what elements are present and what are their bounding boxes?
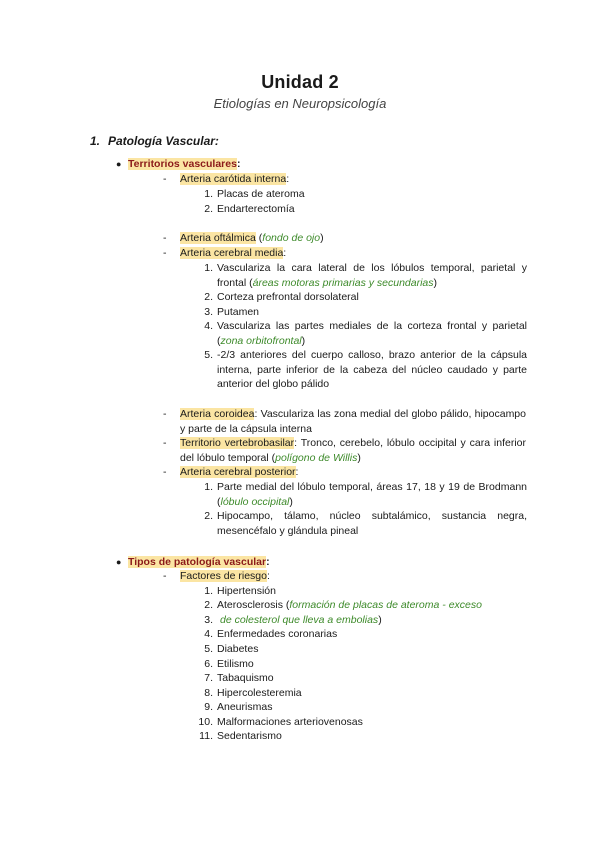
dash-marker: -: [163, 232, 167, 244]
vertebrobasilar-text: : Tronco, cerebelo, lóbulo occipital y cara inferior del lóbulo temporal (: [180, 437, 526, 464]
athero-note-2: de colesterol que lleva a embolias: [220, 614, 379, 626]
list-text: Aneurismas: [217, 701, 273, 713]
item-cerebral-media: [180, 246, 526, 261]
list-text: [217, 598, 527, 613]
media-suffix: :: [283, 247, 287, 259]
tipos-heading: Tipos de patología vascular: [128, 556, 267, 568]
section-heading: [90, 134, 219, 148]
oftalmica-close: ): [320, 232, 324, 244]
item-oftalmica: [180, 231, 526, 246]
list-item: [195, 509, 527, 538]
list-number: 1.: [204, 262, 213, 274]
list-item: [195, 480, 527, 509]
list-number: 2.: [204, 510, 213, 522]
posterior-item1-text: Parte medial del lóbulo temporal, áreas 17, 18 y 19 de Brodmann (: [217, 481, 527, 508]
list-number: 5.: [204, 643, 213, 655]
media-item4-note: zona orbitofrontal: [220, 334, 302, 347]
list-text: Placas de ateroma: [217, 188, 305, 200]
carotida-label: Arteria carótida interna: [180, 173, 287, 185]
factores-label: Factores de riesgo: [180, 570, 267, 582]
item-cerebral-posterior: [180, 465, 526, 480]
list-text: -2/3 anteriores del cuerpo calloso, brazo anterior de la cápsula interna, parte inferior de la cabeza del núcleo caudado y parte anterior del globo pálido: [217, 349, 527, 391]
territorios-colon: :: [236, 158, 241, 170]
section-title: Patología Vascular:: [108, 134, 219, 148]
tipos-colon: :: [266, 556, 270, 568]
list-item: [195, 729, 527, 744]
list-number: 4.: [204, 628, 213, 640]
list-text: Sedentarismo: [217, 730, 282, 742]
vertebrobasilar-note: polígono de Willis: [275, 451, 358, 464]
media-label: Arteria cerebral media: [180, 247, 284, 259]
list-item: [195, 290, 527, 305]
page-title: Unidad 2: [261, 72, 339, 92]
list-item: [195, 305, 527, 320]
list-number: 3.: [204, 614, 213, 626]
vertebrobasilar-label: Territorio vertebrobasilar: [180, 437, 295, 449]
list-text: [217, 319, 527, 348]
list-text: Endarterectomía: [217, 203, 295, 215]
list-number: 2.: [204, 291, 213, 303]
list-text: [220, 613, 527, 628]
item-coroidea: [180, 407, 526, 436]
list-item: [195, 348, 527, 392]
list-item: [195, 700, 527, 715]
list-number: 1.: [204, 481, 213, 493]
list-number: 5.: [204, 349, 213, 361]
athero-note-1: formación de placas de ateroma - exceso: [289, 599, 482, 611]
list-number: 8.: [204, 687, 213, 699]
list-text: Hipercolesteremia: [217, 687, 302, 699]
list-text: Corteza prefrontal dorsolateral: [217, 291, 359, 303]
list-number: 1.: [204, 188, 213, 200]
oftalmica-open: (: [255, 232, 263, 244]
list-item: [195, 671, 527, 686]
territorios-heading: Territorios vasculares: [128, 158, 237, 170]
list-item: [195, 686, 527, 701]
list-number: 3.: [204, 306, 213, 318]
list-text: [217, 480, 527, 509]
item-factores: [180, 569, 526, 584]
list-text: Putamen: [217, 306, 260, 318]
page-subtitle: Etiologías en Neuropsicología: [213, 96, 387, 111]
bullet-tipos: [116, 555, 270, 570]
list-text: Malformaciones arteriovenosas: [217, 716, 363, 728]
list-item: [195, 598, 527, 613]
factores-suffix: :: [266, 570, 270, 582]
list-item: [195, 202, 527, 217]
dash-marker: -: [163, 437, 167, 449]
oftalmica-label: Arteria oftálmica: [180, 232, 256, 244]
dash-marker: -: [163, 570, 167, 582]
list-item: [195, 627, 527, 642]
dash-marker: -: [163, 466, 167, 478]
list-number: 11.: [199, 730, 213, 742]
section-number: 1.: [90, 134, 101, 148]
dash-marker: -: [163, 173, 167, 185]
list-number: 2.: [204, 203, 213, 215]
athero-close: ): [378, 614, 382, 626]
list-item: [195, 715, 527, 730]
list-item: [195, 657, 527, 672]
list-number: 7.: [204, 672, 213, 684]
list-item: [195, 613, 527, 628]
oftalmica-note: fondo de ojo: [262, 232, 321, 244]
list-number: 1.: [204, 585, 213, 597]
list-text: Enfermedades coronarias: [217, 628, 338, 640]
carotida-suffix: :: [286, 173, 290, 185]
athero-text: Aterosclerosis (: [217, 599, 290, 611]
list-number: 4.: [204, 320, 213, 332]
bullet-territorios: [116, 157, 241, 172]
list-text: Diabetes: [217, 643, 259, 655]
posterior-label: Arteria cerebral posterior: [180, 466, 296, 478]
list-item: [195, 584, 527, 599]
dash-marker: -: [163, 247, 167, 259]
dash-marker: -: [163, 408, 167, 420]
item-carotida: [180, 172, 526, 187]
media-item1-text: Vasculariza la cara lateral de los lóbulos temporal, parietal y frontal (: [217, 262, 527, 289]
media-item1-note: áreas motoras primarias y secundarias: [252, 276, 434, 289]
coroidea-label: Arteria coroidea: [180, 408, 255, 420]
list-text: Tabaquismo: [217, 672, 274, 684]
list-number: 6.: [204, 658, 213, 670]
list-number: 9.: [204, 701, 213, 713]
list-text: Etilismo: [217, 658, 254, 670]
list-number: 2.: [204, 599, 213, 611]
coroidea-text: : Vasculariza las zona medial del globo pálido, hipocampo y parte de la cápsula interna: [180, 408, 526, 435]
list-text: Hipocampo, tálamo, núcleo subtalámico, sustancia negra, mesencéfalo y glándula pineal: [217, 510, 527, 537]
list-item: [195, 187, 527, 202]
posterior-suffix: :: [295, 466, 299, 478]
media-item4-text: Vasculariza las partes mediales de la corteza frontal y parietal (: [217, 320, 527, 347]
item-vertebrobasilar: [180, 436, 526, 465]
bullet-dot: ●: [116, 557, 122, 567]
bullet-dot: ●: [116, 159, 122, 169]
posterior-item1-note: lóbulo occipital: [220, 495, 290, 508]
list-text: Hipertensión: [217, 585, 276, 597]
media-item4-close: ): [301, 334, 306, 347]
list-item: [195, 642, 527, 657]
list-text: [217, 261, 527, 290]
list-number: 10.: [198, 716, 213, 728]
vertebrobasilar-close: ): [357, 451, 361, 464]
list-item: [195, 261, 527, 290]
media-item1-close: ): [433, 276, 438, 289]
posterior-item1-close: ): [289, 495, 293, 508]
list-item: [195, 319, 527, 348]
